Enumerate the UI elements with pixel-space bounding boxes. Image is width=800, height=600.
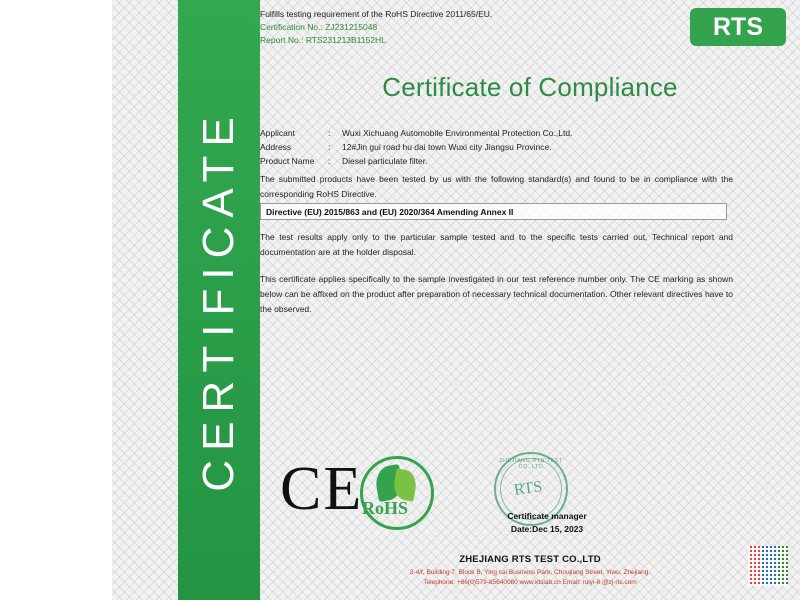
seal-center-text: RTS [512,478,544,499]
field-label-applicant: Applicant [260,128,295,138]
directive-standard-text: Directive (EU) 2015/863 and (EU) 2020/364 Amending Annex II [266,206,514,217]
footer-block [260,554,800,588]
footer-contact: Telephone: +86(0)579-85640080 www.ktslab.cn Email: ruiyi-8 @zj-rts.com [423,579,637,586]
paragraph-ce-marking: This certificate applies specifically to the sample investigated in our test reference number only. The CE marking as shown below can be affixed on the product after preparation of necessary technical documentation. Other relevant directives have to the observed. [260,274,733,314]
field-colon-applicant: : [328,128,331,138]
field-row-applicant [260,126,740,140]
signature-date: Date:Dec 15, 2023 [510,524,584,534]
field-row-product-name [260,154,740,168]
field-colon-address: : [328,142,331,152]
rts-logo [690,8,786,46]
signature-role: Certificate manager [507,511,587,521]
directive-standard-box [260,203,727,220]
field-value-applicant: Wuxi Xichuang Automobile Environmental Protection Co.,Ltd. [342,128,573,138]
header-line-certification-no: Certification No.: ZJ231215048 [260,22,378,32]
paragraph-test-results: The test results apply only to the particular sample tested and to the specific tests carried out, Technical report and documentation are at the holder disposal. [260,232,733,257]
field-label-address: Address [260,142,292,152]
qr-code-icon [748,546,788,586]
field-value-address: 12#Jin gui road hu dai town Wuxi city Jiangsu Province. [342,142,552,152]
field-row-address [260,140,740,154]
field-label-product-name: Product Name [260,156,315,166]
applicant-details [260,126,740,168]
side-band-label: CERTIFICATE [194,108,243,492]
side-green-band [178,0,260,600]
ce-mark-icon: CE [280,455,364,523]
page-title: Certificate of Compliance [382,72,678,102]
rts-logo-text: RTS [713,12,763,41]
header-line-report-no: Report No.: RTS231213B1152HL [260,35,386,45]
qr-code-pattern [748,546,788,586]
signature-block [482,510,612,536]
header-line-directive: Fulfills testing requirement of the RoHS Directive 2011/65/EU. [260,9,493,19]
seal-ring-text: ZHEJIANG RTS TEST CO.,LTD [499,458,563,470]
footer-company-name: ZHEJIANG RTS TEST CO.,LTD [459,554,601,565]
field-colon-product-name: : [328,156,331,166]
paragraph-compliance: The submitted products have been tested by us with the following standard(s) and found to be in compliance with the corresponding RoHS Directive. [260,174,733,199]
marks-row [260,448,800,538]
footer-address: 2-4/f, Building 7, Block B, Ying cai Business Park, Choujiang Street, Yiwu, Zhejiang. [409,569,651,576]
header-text-block [260,8,600,47]
rohs-mark-icon [360,456,448,530]
rohs-label: RoHS [362,498,409,518]
field-value-product-name: Diesel particulate filter. [342,156,428,166]
certificate-content [260,0,800,600]
